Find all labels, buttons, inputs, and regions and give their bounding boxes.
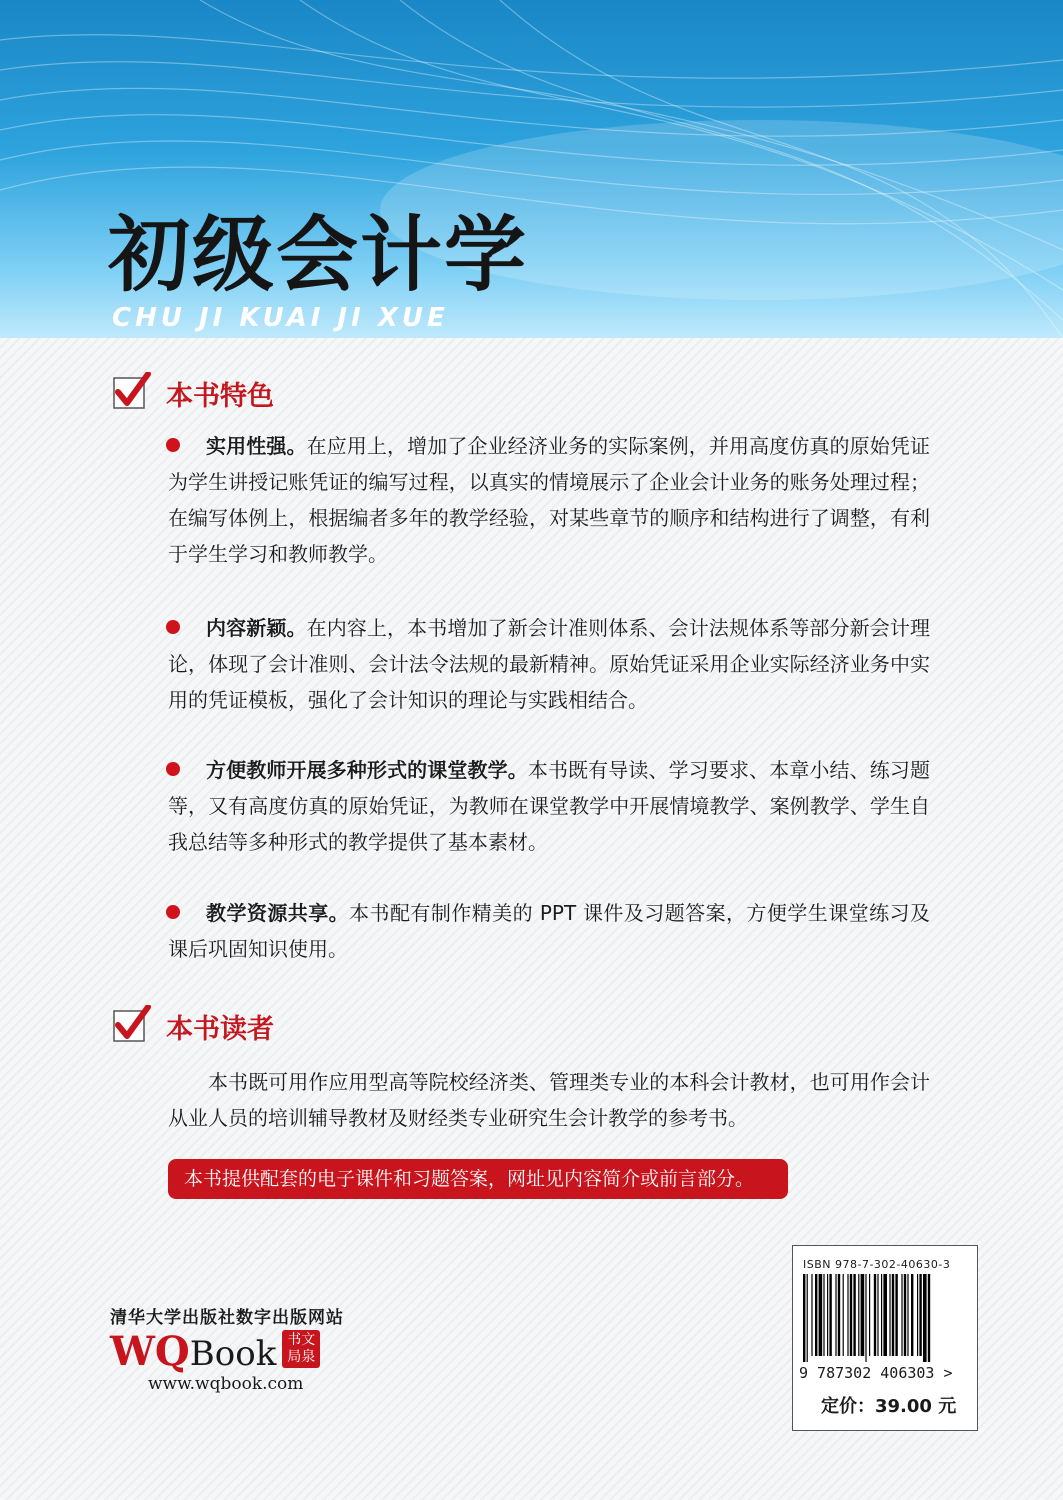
barcode-bar [907, 1274, 908, 1356]
barcode-bar [850, 1274, 852, 1356]
publisher-name: 清华大学出版社数字出版网站 [110, 1308, 344, 1328]
feature-text: 本书配有制作精美的 PPT 课件及习题答案，方便学生课堂练习及课后巩固知识使用。 [168, 901, 930, 961]
book-title: 初级会计学 [108, 207, 529, 303]
barcode-number: 9 787302 406303 > [799, 1364, 953, 1382]
barcode-bar [904, 1274, 906, 1356]
barcode-bar [835, 1274, 836, 1356]
barcode-bar [838, 1274, 840, 1356]
feature-item [168, 610, 930, 718]
barcode-bar [892, 1274, 894, 1356]
isbn-label: ISBN 978-7-302-40630-3 [803, 1258, 951, 1271]
barcode-bar [889, 1274, 890, 1356]
barcode-bar [843, 1274, 844, 1356]
checkmark-icon [112, 372, 152, 412]
barcode-bar [877, 1274, 878, 1356]
logo-book: Book [189, 1334, 277, 1374]
feature-item [168, 428, 930, 572]
barcode-bar [858, 1274, 859, 1356]
resource-notice: 本书提供配套的电子课件和习题答案，网址见内容简介或前言部分。 [168, 1159, 788, 1199]
publisher-url: www.wqbook.com [148, 1374, 304, 1394]
feature-lead: 方便教师开展多种形式的课堂教学。 [206, 758, 528, 782]
barcode-bar [901, 1274, 902, 1356]
barcode-bar [874, 1274, 876, 1356]
price: 定价：39.00 元 [821, 1396, 957, 1417]
feature-item [168, 895, 930, 967]
barcode-bar [853, 1274, 855, 1356]
logo-seal: 书文 局泉 [282, 1330, 320, 1368]
features-heading: 本书特色 [166, 381, 274, 412]
book-title-pinyin: CHU JI KUAI JI XUE [112, 303, 449, 333]
bullet-dot-icon [166, 620, 180, 634]
checkmark-icon [112, 1005, 152, 1045]
header-banner [0, 0, 1063, 338]
barcode-bar [803, 1274, 805, 1362]
barcode-bar [928, 1274, 930, 1362]
feature-text: 在内容上，本书增加了新会计准则体系、会计法规体系等部分新会计理论，体现了会计准则、会计法令法规的最新精神。原始凭证采用企业实际经济业务中实用的凭证模板，强化了会计知识的理论与实践相结合。 [168, 616, 931, 712]
feature-lead: 实用性强。 [206, 434, 307, 458]
barcode-bar [819, 1274, 823, 1356]
bullet-dot-icon [166, 905, 180, 919]
barcode-bar [919, 1274, 921, 1356]
feature-lead: 教学资源共享。 [206, 901, 350, 925]
barcode-bar [917, 1274, 918, 1356]
barcode-bar [815, 1274, 817, 1356]
barcode-bar [823, 1274, 824, 1356]
barcode-bar [807, 1274, 808, 1362]
barcode-bar [847, 1274, 848, 1356]
barcode-bar [869, 1274, 870, 1356]
barcode [801, 1274, 967, 1362]
bullet-dot-icon [166, 438, 180, 452]
feature-text: 在应用上，增加了企业经济业务的实际案例，并用高度仿真的原始凭证为学生讲授记账凭证的编写过程，以真实的情境展示了企业会计业务的账务处理过程；在编写体例上，根据编者多年的教学经验，对某些章节的顺序和结构进行了调整，有利于学生学习和教师教学。 [168, 434, 931, 566]
barcode-bar [883, 1274, 887, 1356]
publisher-logo [110, 1328, 320, 1375]
barcode-bar [829, 1274, 831, 1356]
barcode-bar [827, 1274, 828, 1356]
barcode-bar [923, 1274, 927, 1362]
barcode-bar [811, 1274, 812, 1356]
barcode-bar [895, 1274, 897, 1356]
bullet-dot-icon [166, 762, 180, 776]
barcode-bar [881, 1274, 882, 1356]
feature-item [168, 752, 930, 860]
barcode-bar [861, 1274, 865, 1356]
isbn-barcode-box [792, 1245, 978, 1431]
readers-heading: 本书读者 [166, 1014, 274, 1045]
logo-wq: WQ [110, 1328, 190, 1375]
barcode-bar [911, 1274, 913, 1356]
readers-paragraph [168, 1064, 930, 1136]
barcode-bar [865, 1274, 866, 1362]
feature-lead: 内容新颖。 [206, 616, 307, 640]
feature-text: 本书既有导读、学习要求、本章小结、练习题等，又有高度仿真的原始凭证，为教师在课堂教学中开展情境教学、案例教学、学生自我总结等多种形式的教学提供了基本素材。 [168, 758, 930, 854]
readers-text: 本书既可用作应用型高等院校经济类、管理类专业的本科会计教材，也可用作会计从业人员的培训辅导教材及财经类专业研究生会计教学的参考书。 [168, 1070, 930, 1130]
